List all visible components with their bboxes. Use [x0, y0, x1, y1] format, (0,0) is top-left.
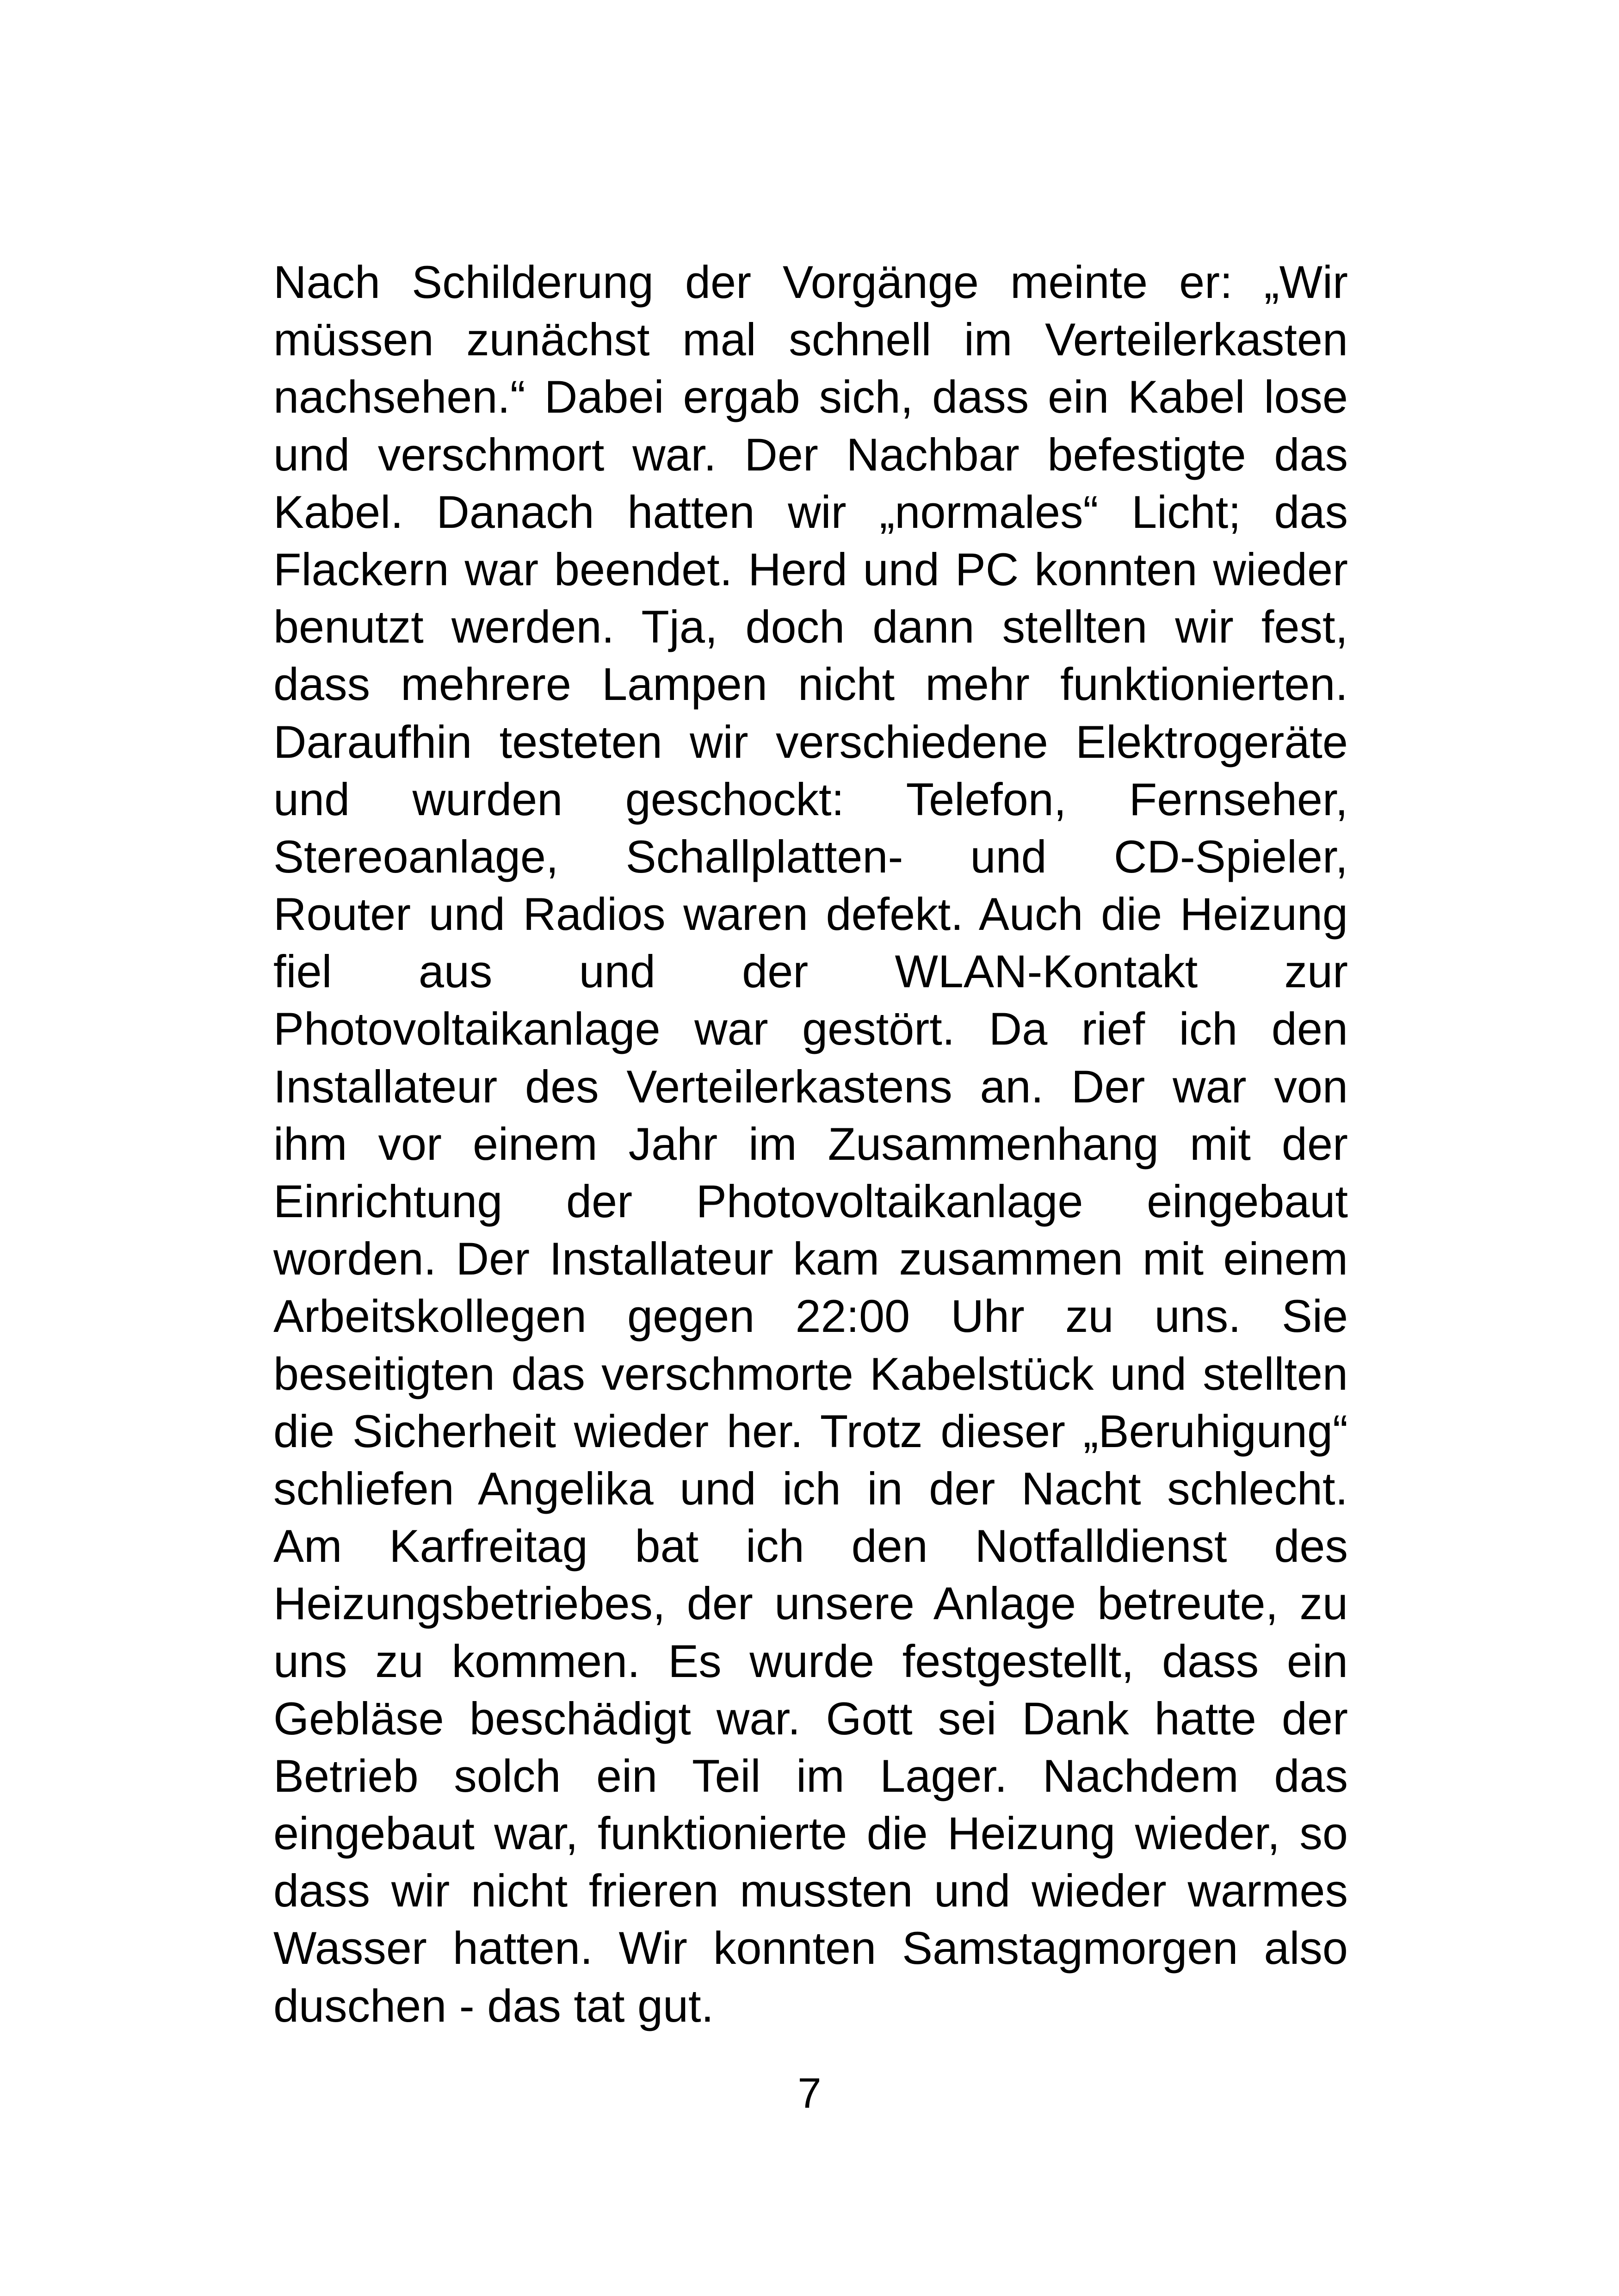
text-line: Stereoanlage, Schallplatten- und CD-Spieler, — [273, 830, 1348, 882]
text-line: dass mehrere Lampen nicht mehr funktionierten. — [273, 658, 1348, 710]
text-line: müssen zunächst mal schnell im Verteilerkasten — [273, 314, 1348, 365]
text-line: Nach Schilderung der Vorgänge meinte er: „Wir — [273, 256, 1348, 308]
text-line: Flackern war beendet. Herd und PC konnten wieder — [273, 543, 1348, 595]
text-line: Einrichtung der Photovoltaikanlage eingebaut — [273, 1176, 1348, 1227]
text-line: Daraufhin testeten wir verschiedene Elektrogeräte — [273, 716, 1348, 767]
text-line: Wasser hatten. Wir konnten Samstagmorgen also — [273, 1922, 1348, 1974]
text-line: Router und Radios waren defekt. Auch die Heizung — [273, 888, 1348, 940]
text-line: nachsehen.“ Dabei ergab sich, dass ein Kabel lose — [273, 371, 1348, 423]
body-paragraph — [273, 254, 1348, 2035]
text-line: und wurden geschockt: Telefon, Fernseher, — [273, 773, 1348, 825]
text-line: Heizungsbetriebes, der unsere Anlage betreute, zu — [273, 1578, 1348, 1629]
text-line: und verschmort war. Der Nachbar befestigte das — [273, 428, 1348, 480]
text-line: Am Karfreitag bat ich den Notfalldienst des — [273, 1520, 1348, 1572]
page-number: 7 — [797, 2070, 822, 2117]
text-line: dass wir nicht frieren mussten und wieder warmes — [273, 1865, 1348, 1917]
text-line: worden. Der Installateur kam zusammen mit einem — [273, 1233, 1348, 1285]
text-line: schliefen Angelika und ich in der Nacht schlecht. — [273, 1462, 1348, 1514]
text-line: Photovoltaikanlage war gestört. Da rief ich den — [273, 1003, 1348, 1055]
text-line: ihm vor einem Jahr im Zusammenhang mit der — [273, 1118, 1348, 1170]
text-line: beseitigten das verschmorte Kabelstück und stellten — [273, 1348, 1348, 1399]
text-line: fiel aus und der WLAN-Kontakt zur — [273, 946, 1348, 997]
text-line: duschen - das tat gut. — [273, 1980, 714, 2031]
text-line: Kabel. Danach hatten wir „normales“ Licht; das — [273, 486, 1348, 538]
text-line: Gebläse beschädigt war. Gott sei Dank hatte der — [273, 1692, 1348, 1744]
text-line: eingebaut war, funktionierte die Heizung wieder, so — [273, 1807, 1348, 1859]
text-line: Betrieb solch ein Teil im Lager. Nachdem das — [273, 1750, 1348, 1801]
text-line: Arbeitskollegen gegen 22:00 Uhr zu uns. Sie — [273, 1290, 1348, 1342]
text-line: die Sicherheit wieder her. Trotz dieser „Beruhigung“ — [273, 1405, 1348, 1457]
text-line: uns zu kommen. Es wurde festgestellt, dass ein — [273, 1635, 1348, 1687]
text-line: benutzt werden. Tja, doch dann stellten wir fest, — [273, 601, 1348, 653]
text-line: Installateur des Verteilerkastens an. Der war von — [273, 1060, 1348, 1112]
